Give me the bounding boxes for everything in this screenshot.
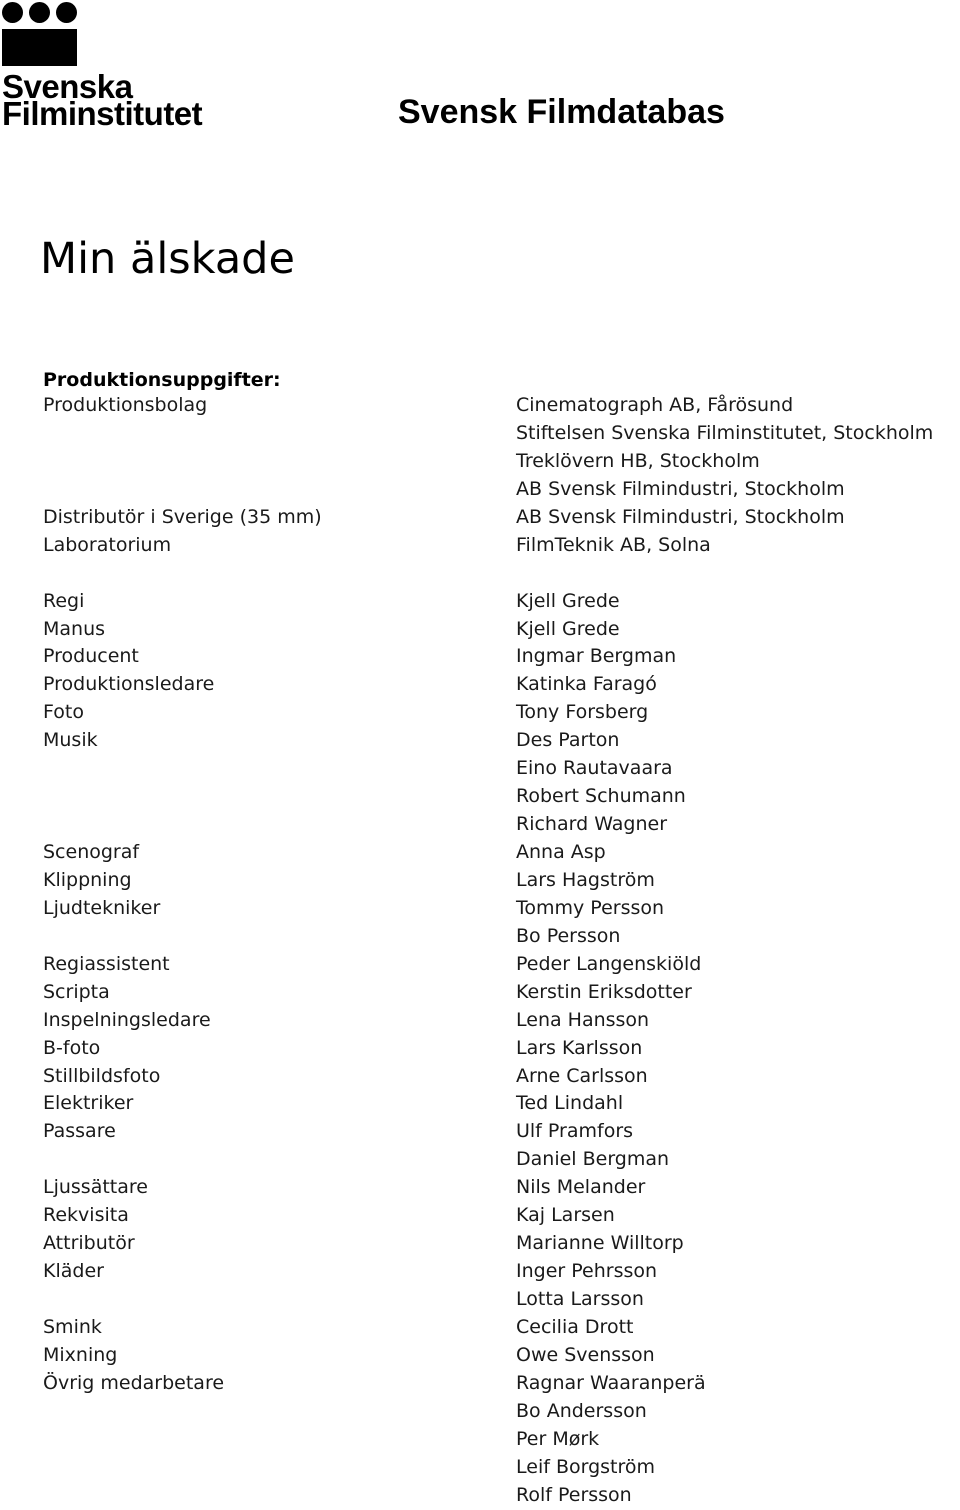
credit-role: Regi <box>43 589 85 612</box>
credit-row <box>0 1146 960 1174</box>
credit-row <box>0 476 960 504</box>
credit-role: Övrig medarbetare <box>43 1371 225 1394</box>
credit-name: FilmTeknik AB, Solna <box>516 533 711 556</box>
credit-role: Producent <box>43 645 139 668</box>
credit-name: Kjell Grede <box>516 589 620 612</box>
credit-role: Laboratorium <box>43 533 172 556</box>
credit-row <box>0 1454 960 1482</box>
credit-row <box>0 755 960 783</box>
credit-row <box>0 839 960 867</box>
credit-row <box>0 1035 960 1063</box>
credit-row <box>0 1007 960 1035</box>
credit-row <box>0 420 960 448</box>
credit-row <box>0 1118 960 1146</box>
credit-row <box>0 643 960 671</box>
credit-role: Inspelningsledare <box>43 1008 211 1031</box>
credit-row <box>0 1202 960 1230</box>
credit-row <box>0 1174 960 1202</box>
credit-row <box>0 1063 960 1091</box>
credit-row <box>0 560 960 588</box>
credit-name: Des Parton <box>516 729 620 752</box>
credit-name: Ingmar Bergman <box>516 645 677 668</box>
credit-name: Treklövern HB, Stockholm <box>516 449 760 472</box>
credit-role: Distributör i Sverige (35 mm) <box>43 505 322 528</box>
credit-name: Stiftelsen Svenska Filminstitutet, Stockholm <box>516 421 934 444</box>
credit-role: Foto <box>43 701 84 724</box>
credit-row <box>0 979 960 1007</box>
credit-row <box>0 1258 960 1286</box>
svenska-filminstitutet-logo <box>2 2 207 132</box>
credit-name: Lars Karlsson <box>516 1036 643 1059</box>
credit-row <box>0 588 960 616</box>
credit-row <box>0 1426 960 1454</box>
credit-role: Manus <box>43 617 106 640</box>
credit-role: Rekvisita <box>43 1204 129 1227</box>
credit-name: Tommy Persson <box>516 896 665 919</box>
credit-name: Ulf Pramfors <box>516 1120 634 1143</box>
credit-row <box>0 616 960 644</box>
credit-role: Elektriker <box>43 1092 134 1115</box>
credit-role: Regiassistent <box>43 952 170 975</box>
credit-row <box>0 699 960 727</box>
site-title: Svensk Filmdatabas <box>398 93 725 131</box>
credit-row <box>0 1314 960 1342</box>
credit-role: Scenograf <box>43 841 140 863</box>
credit-name: Inger Pehrsson <box>516 1260 658 1283</box>
credit-row <box>0 532 960 560</box>
credit-row <box>0 1398 960 1426</box>
credit-name: Robert Schumann <box>516 785 686 808</box>
credit-row <box>0 951 960 979</box>
credit-name: Eino Rautavaara <box>516 757 673 780</box>
credit-row <box>0 1230 960 1258</box>
credit-name: Kerstin Eriksdotter <box>516 980 692 1003</box>
credit-name: Bo Andersson <box>516 1399 647 1422</box>
credit-name: Owe Svensson <box>516 1343 655 1366</box>
credit-name: Nils Melander <box>516 1176 646 1199</box>
credit-name: Richard Wagner <box>516 813 668 836</box>
credit-row <box>0 671 960 699</box>
credits-list <box>0 392 960 1510</box>
credit-row <box>0 1090 960 1118</box>
credit-name: Ted Lindahl <box>516 1092 624 1115</box>
logo-text-line1: Svenska <box>2 68 133 105</box>
credit-name: Lena Hansson <box>516 1008 650 1031</box>
credit-role: Produktionsledare <box>43 673 215 696</box>
credit-row <box>0 448 960 476</box>
credit-name: Lars Hagström <box>516 868 655 891</box>
credit-role: Ljussättare <box>43 1176 148 1199</box>
credit-name: AB Svensk Filmindustri, Stockholm <box>516 477 845 500</box>
credit-name: Lotta Larsson <box>516 1288 644 1310</box>
credit-name: Daniel Bergman <box>516 1148 670 1171</box>
film-title: Min älskade <box>40 234 295 284</box>
credit-role: Kläder <box>43 1260 104 1283</box>
credit-role: Mixning <box>43 1343 118 1366</box>
credit-name: Katinka Faragó <box>516 673 657 696</box>
credit-name: Kjell Grede <box>516 617 620 640</box>
credit-name: Arne Carlsson <box>516 1064 648 1087</box>
credit-role: Klippning <box>43 868 132 891</box>
credit-row <box>0 504 960 532</box>
credit-name: Cecilia Drott <box>516 1315 634 1338</box>
credit-name: Per Mørk <box>516 1427 600 1450</box>
credit-name: Anna Asp <box>516 841 606 863</box>
credit-row <box>0 923 960 951</box>
credit-row <box>0 895 960 923</box>
credit-role: Attributör <box>43 1232 135 1255</box>
credit-role: Passare <box>43 1120 116 1143</box>
credit-role: B-foto <box>43 1036 101 1059</box>
credit-name: Peder Langenskiöld <box>516 952 702 975</box>
credit-row <box>0 1370 960 1398</box>
credit-row <box>0 811 960 839</box>
credit-role: Smink <box>43 1315 102 1338</box>
credit-name: Rolf Persson <box>516 1483 632 1506</box>
credit-row <box>0 1286 960 1314</box>
credit-name: AB Svensk Filmindustri, Stockholm <box>516 505 845 528</box>
credit-row <box>0 783 960 811</box>
credit-name: Leif Borgström <box>516 1455 656 1478</box>
credit-role: Musik <box>43 729 98 752</box>
credit-name: Marianne Willtorp <box>516 1232 684 1255</box>
logo-mark-icon <box>2 2 82 67</box>
credit-name: Bo Persson <box>516 924 621 947</box>
credit-name: Cinematograph AB, Fårösund <box>516 394 794 416</box>
credit-role: Ljudtekniker <box>43 896 161 919</box>
credit-name: Kaj Larsen <box>516 1204 615 1227</box>
credit-row <box>0 867 960 895</box>
credit-row <box>0 392 960 420</box>
credit-role: Stillbildsfoto <box>43 1064 161 1087</box>
credit-name: Tony Forsberg <box>516 701 649 724</box>
credit-role: Produktionsbolag <box>43 394 208 416</box>
logo-text-line2: Filminstitutet <box>2 95 203 132</box>
credit-row <box>0 727 960 755</box>
section-heading: Produktionsuppgifter: <box>43 369 281 391</box>
credit-row <box>0 1342 960 1370</box>
credit-row <box>0 1482 960 1510</box>
credit-role: Scripta <box>43 980 110 1003</box>
credit-name: Ragnar Waaranperä <box>516 1371 706 1394</box>
